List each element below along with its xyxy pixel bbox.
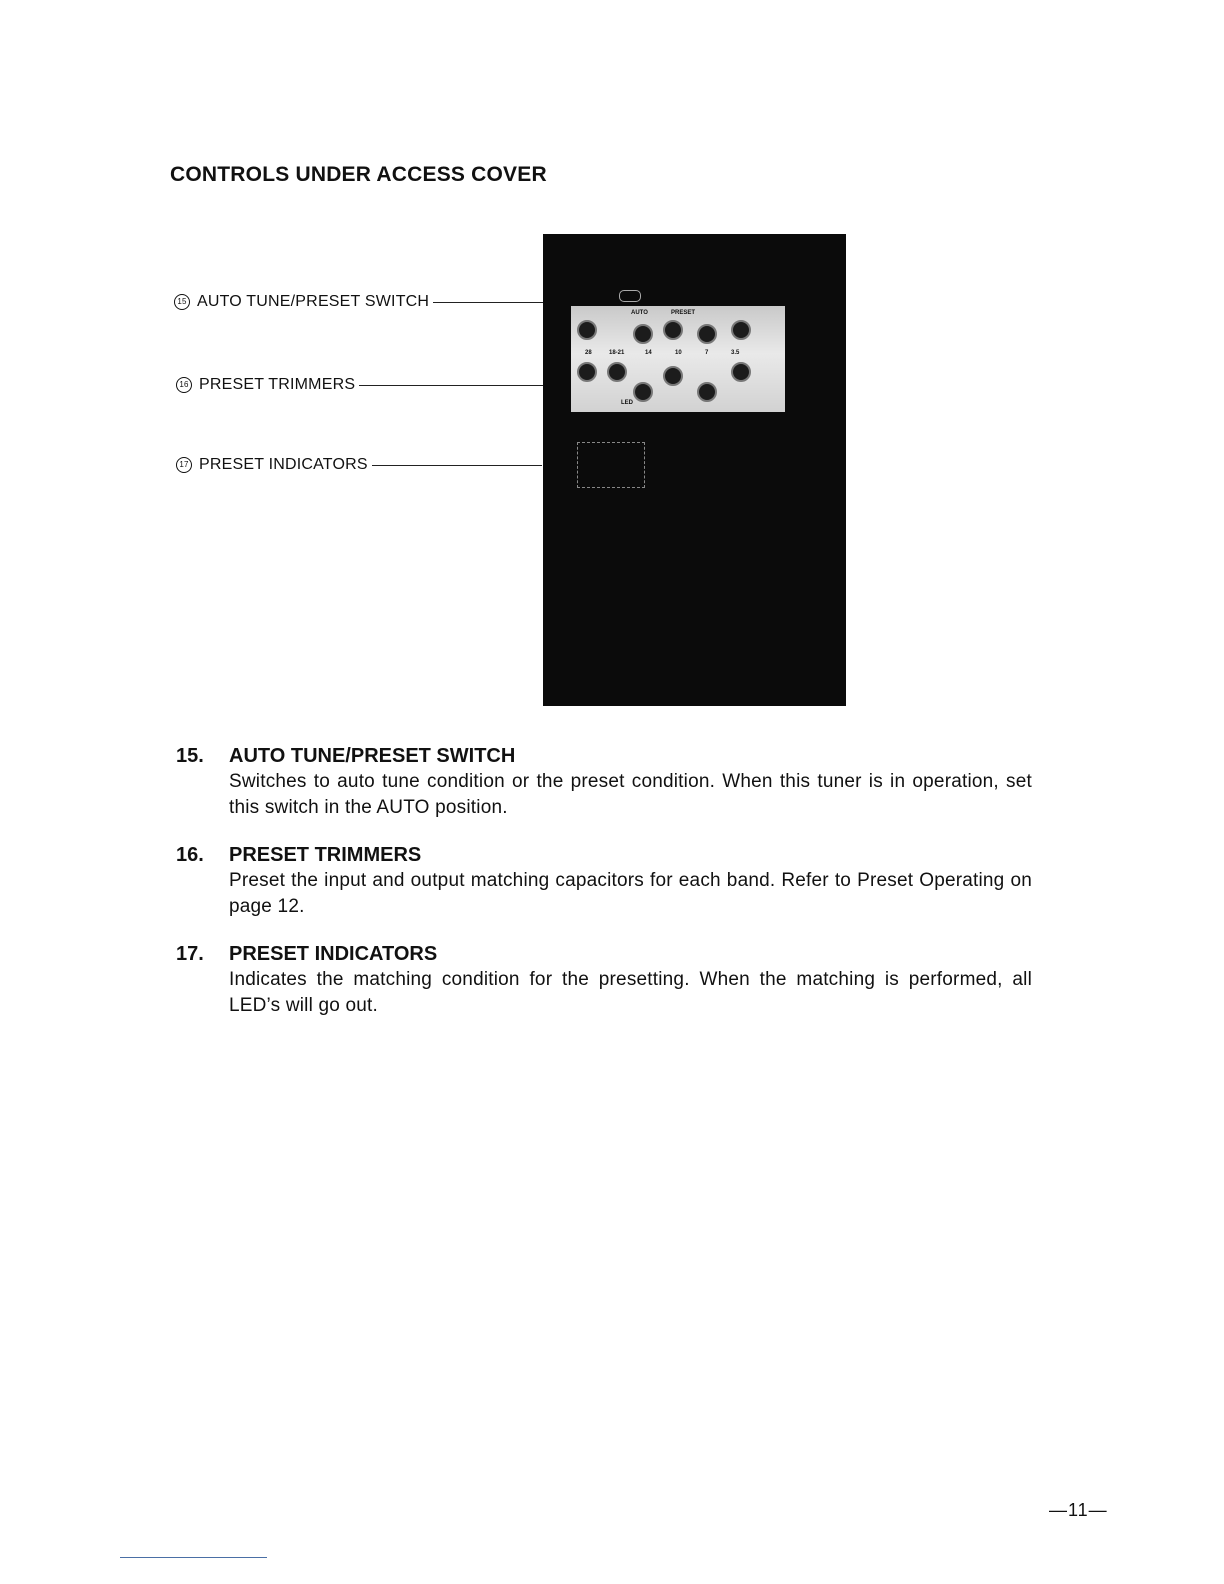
- auto-label: AUTO: [631, 310, 648, 316]
- trimmer-knob: [633, 382, 653, 402]
- item-body: Preset the input and output matching capacitors for each band. Refer to Preset Operating on page 12.: [229, 870, 1032, 917]
- item-number: 17.: [176, 942, 204, 965]
- page-number: —11—: [1049, 1500, 1108, 1520]
- trimmer-knob: [663, 320, 683, 340]
- item-heading-row: [176, 743, 1032, 769]
- band-label: 28: [585, 350, 592, 356]
- auto-preset-switch: [619, 290, 641, 302]
- leader-line: [372, 465, 542, 466]
- trimmer-knob: [697, 324, 717, 344]
- callout-label: PRESET TRIMMERS: [199, 376, 356, 393]
- led-label: LED: [621, 400, 633, 406]
- preset-indicator-leds: [577, 442, 645, 488]
- item-preset-indicators: [176, 941, 1032, 1019]
- item-body: Switches to auto tune condition or the preset condition. When this tuner is in operation, set this switch in the AUTO position.: [229, 771, 1032, 818]
- callout-label: PRESET INDICATORS: [199, 456, 368, 473]
- item-heading: PRESET INDICATORS: [229, 942, 438, 965]
- band-label: 7: [705, 350, 709, 356]
- tuner-photo: [543, 234, 846, 706]
- trimmer-knob: [731, 320, 751, 340]
- callout-number: 16: [176, 377, 192, 393]
- item-heading: PRESET TRIMMERS: [229, 843, 422, 866]
- callout-number: 15: [174, 294, 190, 310]
- callout-auto-tune-preset-switch: [174, 293, 585, 311]
- control-descriptions: [176, 743, 1032, 1040]
- trimmer-knob: [577, 320, 597, 340]
- band-label: 10: [675, 350, 682, 356]
- item-heading-row: [176, 941, 1032, 967]
- item-number: 15.: [176, 744, 204, 767]
- item-preset-trimmers: [176, 842, 1032, 920]
- trimmer-panel: [571, 306, 785, 412]
- band-label: 18-21: [609, 350, 625, 356]
- trimmer-knob: [607, 362, 627, 382]
- trimmer-knob: [633, 324, 653, 344]
- footer-rule: [120, 1557, 267, 1558]
- item-body: Indicates the matching condition for the presetting. When the matching is performed, all LED’s will go out.: [229, 969, 1032, 1016]
- item-heading: AUTO TUNE/PRESET SWITCH: [229, 744, 516, 767]
- page-title: CONTROLS UNDER ACCESS COVER: [170, 163, 547, 186]
- band-label: 3.5: [731, 350, 740, 356]
- band-label: 14: [645, 350, 652, 356]
- item-number: 16.: [176, 843, 204, 866]
- preset-label: PRESET: [671, 310, 696, 316]
- callout-preset-trimmers: [176, 376, 549, 394]
- trimmer-knob: [663, 366, 683, 386]
- item-heading-row: [176, 842, 1032, 868]
- callout-label: AUTO TUNE/PRESET SWITCH: [197, 293, 430, 310]
- callout-preset-indicators: [176, 456, 542, 474]
- leader-line: [359, 385, 549, 386]
- trimmer-knob: [697, 382, 717, 402]
- trimmer-knob: [731, 362, 751, 382]
- item-auto-tune-preset-switch: [176, 743, 1032, 821]
- callout-number: 17: [176, 457, 192, 473]
- trimmer-knob: [577, 362, 597, 382]
